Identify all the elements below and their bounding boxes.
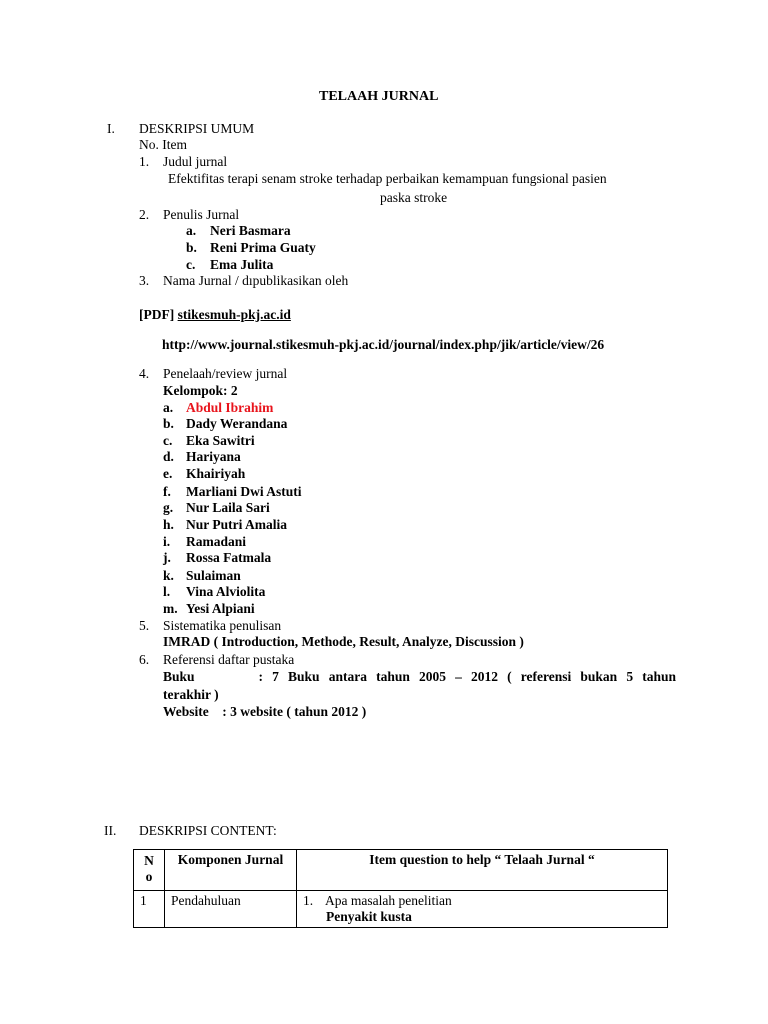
item-2-label: Penulis Jurnal (163, 207, 240, 222)
item-3-number: 3. (139, 273, 150, 288)
item-4-number: 4. (139, 366, 150, 381)
reviewer-name: Dady Werandana (186, 416, 288, 431)
header-no (134, 850, 165, 891)
question-text: Apa masalah penelitian (325, 893, 452, 908)
journal-title-line-2: paska stroke (380, 190, 448, 205)
reviewer-letter: i. (163, 534, 171, 549)
reviewer-name: Nur Putri Amalia (186, 517, 287, 532)
author-letter: c. (186, 257, 196, 272)
item-5-label: Sistematika penulisan (163, 618, 282, 633)
item-6-number: 6. (139, 652, 150, 667)
buku-reference-line-1: Buku : 7 Buku antara tahun 2005 – 2012 ( referensi bukan 5 tahun (163, 669, 676, 684)
reviewer-letter: g. (163, 500, 174, 515)
reviewer-name: Rossa Fatmala (186, 550, 272, 565)
reviewer-letter: d. (163, 449, 174, 464)
item-1-number: 1. (139, 154, 150, 169)
reviewer-letter: m. (163, 601, 178, 616)
kelompok-label: Kelompok: 2 (163, 383, 238, 398)
reviewer-name: Sulaiman (186, 568, 241, 583)
reviewer-letter: b. (163, 416, 174, 431)
reviewer-name: Vina Alviolita (186, 584, 266, 599)
item-3-label: Nama Jurnal / dıpublikasikan oleh (163, 273, 349, 288)
document-title: TELAAH JURNAL (319, 89, 439, 104)
reviewer-name-highlighted: Abdul Ibrahim (186, 400, 274, 415)
reviewer-name: Hariyana (186, 449, 241, 464)
table-row (134, 891, 668, 928)
reviewer-name: Khairiyah (186, 466, 246, 481)
reviewer-letter: j. (163, 550, 171, 565)
header-no-line-2: o (145, 869, 153, 884)
pdf-source-link[interactable]: stikesmuh-pkj.ac.id (177, 307, 291, 322)
row-question-cell (297, 891, 668, 928)
row-komponen: Pendahuluan (165, 891, 297, 928)
reviewer-letter: l. (163, 584, 171, 599)
pdf-source (139, 307, 291, 323)
item-1-label: Judul jurnal (163, 154, 228, 169)
header-komponen: Komponen Jurnal (165, 850, 297, 891)
reviewer-letter: e. (163, 466, 173, 481)
section-1-numeral: I. (107, 121, 115, 136)
sistematika-value: IMRAD ( Introduction, Methode, Result, Analyze, Discussion ) (163, 634, 524, 649)
item-5-number: 5. (139, 618, 150, 633)
table-header-row (134, 850, 668, 891)
pdf-prefix: [PDF] (139, 307, 175, 322)
item-4-label: Penelaah/review jurnal (163, 366, 288, 381)
author-letter: b. (186, 240, 197, 255)
reviewer-letter: f. (163, 484, 171, 499)
author-name: Ema Julita (210, 257, 274, 272)
reviewer-name: Marliani Dwi Astuti (186, 484, 302, 499)
question-answer: Penyakit kusta (326, 909, 412, 924)
section-1-heading: DESKRIPSI UMUM (139, 121, 255, 136)
website-reference: Website : 3 website ( tahun 2012 ) (163, 704, 367, 719)
content-table (133, 849, 668, 928)
header-item-question: Item question to help “ Telaah Jurnal “ (297, 850, 668, 891)
question-number: 1. (303, 893, 314, 908)
item-6-label: Referensi daftar pustaka (163, 652, 295, 667)
author-name: Reni Prima Guaty (210, 240, 316, 255)
reviewer-letter: c. (163, 433, 173, 448)
reviewer-letter: h. (163, 517, 174, 532)
section-2-numeral: II. (104, 823, 117, 838)
reviewer-letter: a. (163, 400, 174, 415)
journal-title-line-1: Efektifitas terapi senam stroke terhadap perbaikan kemampuan fungsional pasien (168, 171, 607, 186)
item-2-number: 2. (139, 207, 150, 222)
buku-reference-line-2: terakhir ) (163, 687, 219, 702)
journal-url[interactable]: http://www.journal.stikesmuh-pkj.ac.id/journal/index.php/jik/article/view/26 (162, 337, 605, 352)
row-no: 1 (134, 891, 165, 928)
reviewer-name: Nur Laila Sari (186, 500, 270, 515)
reviewer-name: Eka Sawitri (186, 433, 255, 448)
no-item-label: No. Item (139, 137, 187, 152)
author-name: Neri Basmara (210, 223, 291, 238)
reviewer-letter: k. (163, 568, 174, 583)
reviewer-name: Ramadani (186, 534, 247, 549)
author-letter: a. (186, 223, 197, 238)
reviewer-name: Yesi Alpiani (186, 601, 255, 616)
header-no-line-1: N (144, 853, 154, 868)
section-2-heading: DESKRIPSI CONTENT: (139, 823, 277, 838)
